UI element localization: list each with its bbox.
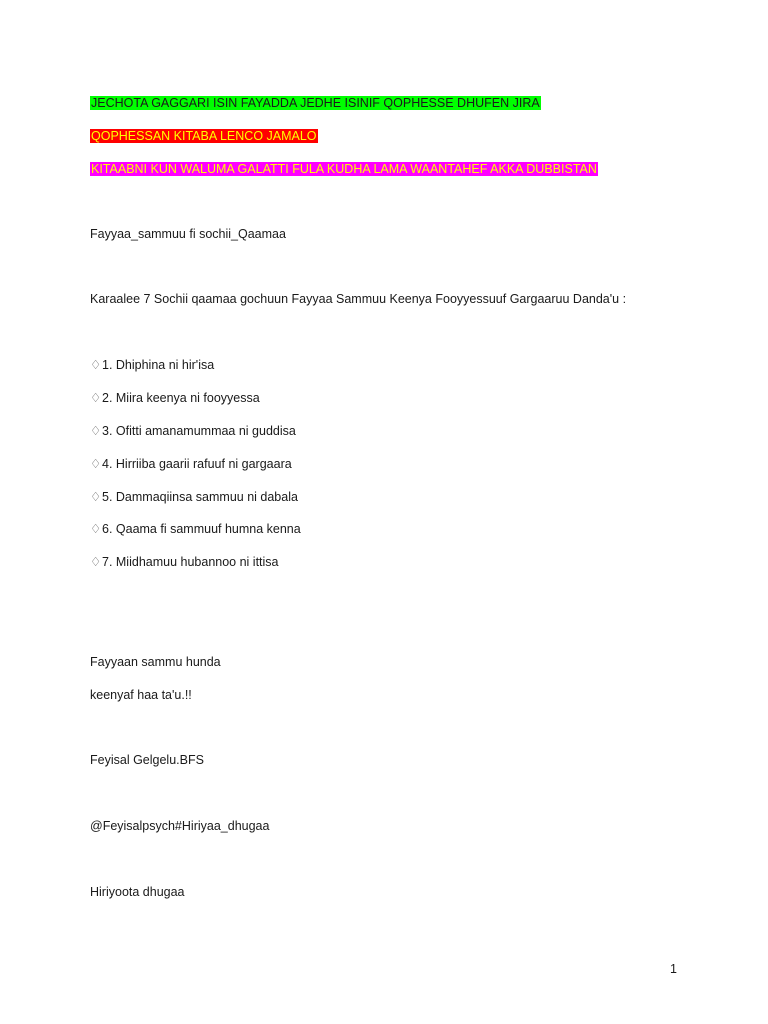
- header-line-magenta: [90, 161, 598, 177]
- highlighted-heading: JECHOTA GAGGARI ISIN FAYADDA JEDHE ISINIF QOPHESSE DHUFEN JIRA: [91, 96, 540, 110]
- highlighted-heading: QOPHESSAN KITABA LENCO JAMALO: [91, 129, 317, 143]
- author-name: Feyisal Gelgelu.BFS: [90, 753, 204, 767]
- header-line-red: [90, 128, 318, 144]
- list-item: ♢6. Qaama fi sammuuf humna kenna: [90, 522, 301, 536]
- diamond-icon: ♢: [90, 424, 102, 438]
- closing-line-1: Fayyaan sammu hunda: [90, 655, 221, 669]
- page-number: 1: [670, 962, 677, 976]
- list-item: ♢1. Dhiphina ni hir'isa: [90, 358, 215, 372]
- diamond-icon: ♢: [90, 391, 102, 405]
- diamond-icon: ♢: [90, 522, 102, 536]
- highlighted-heading: KITAABNI KUN WALUMA GALATTI FULA KUDHA LAMA WAANTAHEF AKKA DUBBISTAN: [91, 162, 597, 176]
- footer-tag: Hiriyoota dhugaa: [90, 885, 185, 899]
- list-item: ♢7. Miidhamuu hubannoo ni ittisa: [90, 555, 279, 569]
- diamond-icon: ♢: [90, 555, 102, 569]
- intro-paragraph: Karaalee 7 Sochii qaamaa gochuun Fayyaa Sammuu Keenya Fooyyessuuf Gargaaruu Danda'u :: [90, 292, 627, 306]
- diamond-icon: ♢: [90, 490, 102, 504]
- list-item: ♢5. Dammaqiinsa sammuu ni dabala: [90, 490, 298, 504]
- list-item: ♢3. Ofitti amanamummaa ni guddisa: [90, 424, 296, 438]
- social-handle: @Feyisalpsych#Hiriyaa_dhugaa: [90, 819, 270, 833]
- header-line-green: [90, 95, 541, 111]
- diamond-icon: ♢: [90, 457, 102, 471]
- diamond-icon: ♢: [90, 358, 102, 372]
- list-item: ♢2. Miira keenya ni fooyyessa: [90, 391, 260, 405]
- closing-line-2: keenyaf haa ta'u.!!: [90, 688, 192, 702]
- document-title: Fayyaa_sammuu fi sochii_Qaamaa: [90, 227, 286, 241]
- list-item: ♢4. Hirriiba gaarii rafuuf ni gargaara: [90, 457, 292, 471]
